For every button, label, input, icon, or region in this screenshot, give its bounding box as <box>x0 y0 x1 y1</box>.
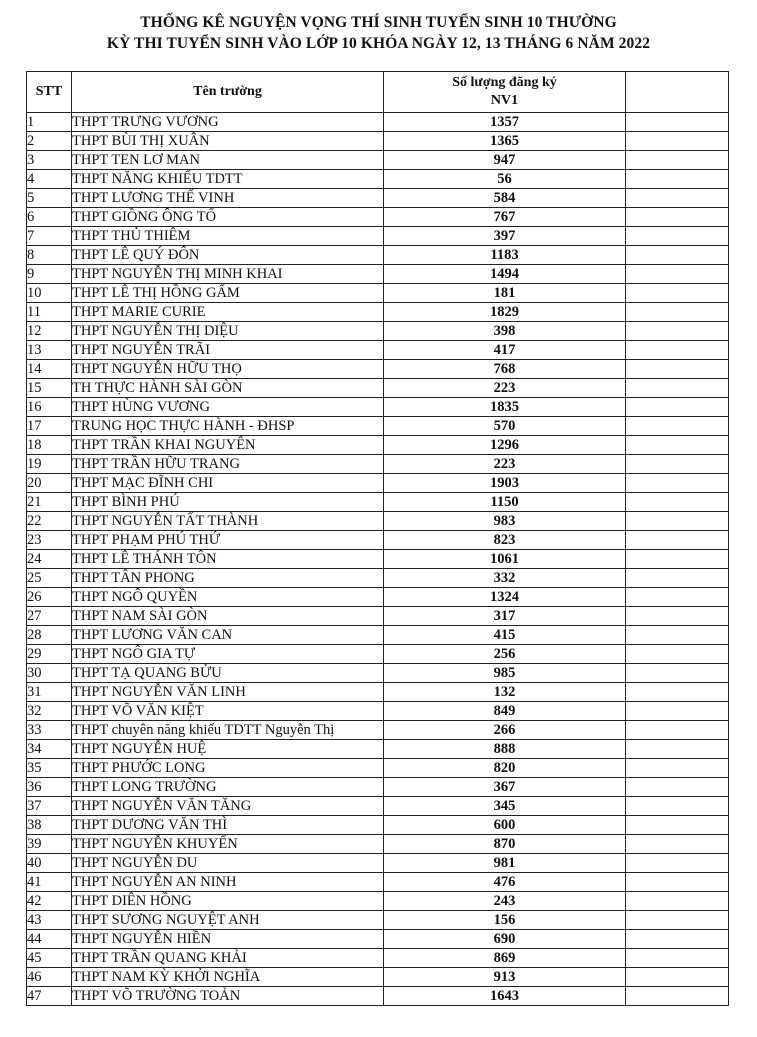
row-school-name: THPT PHẠM PHÚ THỨ <box>72 531 384 550</box>
row-registration-count: 690 <box>384 930 626 949</box>
row-empty-cell <box>626 512 729 531</box>
row-registration-count: 223 <box>384 455 626 474</box>
table-row <box>27 436 729 455</box>
row-school-name: THPT NGUYỄN VĂN LINH <box>72 683 384 702</box>
row-stt: 46 <box>27 968 72 987</box>
row-school-name: THPT NGUYỄN AN NINH <box>72 873 384 892</box>
row-school-name: TRUNG HỌC THỰC HÀNH - ĐHSP <box>72 417 384 436</box>
row-registration-count: 849 <box>384 702 626 721</box>
row-empty-cell <box>626 740 729 759</box>
row-registration-count: 947 <box>384 151 626 170</box>
row-school-name: THPT NGUYỄN HỮU THỌ <box>72 360 384 379</box>
row-school-name: THPT NGÔ GIA TỰ <box>72 645 384 664</box>
table-row <box>27 474 729 493</box>
table-row <box>27 132 729 151</box>
row-school-name: THPT TRẦN KHAI NGUYÊN <box>72 436 384 455</box>
row-empty-cell <box>626 664 729 683</box>
row-stt: 20 <box>27 474 72 493</box>
row-school-name: THPT LƯƠNG VĂN CAN <box>72 626 384 645</box>
row-registration-count: 398 <box>384 322 626 341</box>
table-row <box>27 588 729 607</box>
row-school-name: THPT LÊ QUÝ ĐÔN <box>72 246 384 265</box>
table-row <box>27 930 729 949</box>
table-row <box>27 493 729 512</box>
row-registration-count: 888 <box>384 740 626 759</box>
row-school-name: THPT DIÊN HỒNG <box>72 892 384 911</box>
row-empty-cell <box>626 436 729 455</box>
row-empty-cell <box>626 113 729 132</box>
row-registration-count: 345 <box>384 797 626 816</box>
row-school-name: THPT LƯƠNG THẾ VINH <box>72 189 384 208</box>
table-row <box>27 189 729 208</box>
row-registration-count: 132 <box>384 683 626 702</box>
row-registration-count: 56 <box>384 170 626 189</box>
row-stt: 11 <box>27 303 72 322</box>
row-empty-cell <box>626 930 729 949</box>
row-registration-count: 1643 <box>384 987 626 1006</box>
row-stt: 24 <box>27 550 72 569</box>
row-registration-count: 913 <box>384 968 626 987</box>
row-empty-cell <box>626 398 729 417</box>
row-empty-cell <box>626 531 729 550</box>
row-empty-cell <box>626 892 729 911</box>
table-row <box>27 645 729 664</box>
row-stt: 42 <box>27 892 72 911</box>
row-registration-count: 317 <box>384 607 626 626</box>
row-stt: 41 <box>27 873 72 892</box>
table-row <box>27 873 729 892</box>
row-school-name: THPT NGUYỄN VĂN TĂNG <box>72 797 384 816</box>
row-registration-count: 870 <box>384 835 626 854</box>
row-empty-cell <box>626 588 729 607</box>
row-stt: 18 <box>27 436 72 455</box>
title-line-1: THỐNG KÊ NGUYỆN VỌNG THÍ SINH TUYỂN SINH 10 THƯỜNG <box>140 14 617 31</box>
row-school-name: THPT NGUYỄN TẤT THÀNH <box>72 512 384 531</box>
row-stt: 37 <box>27 797 72 816</box>
row-empty-cell <box>626 151 729 170</box>
row-empty-cell <box>626 797 729 816</box>
row-empty-cell <box>626 455 729 474</box>
row-stt: 13 <box>27 341 72 360</box>
row-empty-cell <box>626 189 729 208</box>
row-empty-cell <box>626 854 729 873</box>
row-stt: 27 <box>27 607 72 626</box>
row-stt: 33 <box>27 721 72 740</box>
row-stt: 12 <box>27 322 72 341</box>
table-row <box>27 455 729 474</box>
row-school-name: THPT THỦ THIÊM <box>72 227 384 246</box>
row-school-name: THPT TÂN PHONG <box>72 569 384 588</box>
row-stt: 5 <box>27 189 72 208</box>
row-registration-count: 1183 <box>384 246 626 265</box>
row-empty-cell <box>626 987 729 1006</box>
table-row <box>27 740 729 759</box>
table-row <box>27 322 729 341</box>
table-row <box>27 550 729 569</box>
row-stt: 35 <box>27 759 72 778</box>
row-stt: 9 <box>27 265 72 284</box>
table-row <box>27 911 729 930</box>
header-school-name: Tên trường <box>72 72 384 113</box>
row-stt: 39 <box>27 835 72 854</box>
row-school-name: THPT SƯƠNG NGUYỆT ANH <box>72 911 384 930</box>
row-empty-cell <box>626 322 729 341</box>
row-registration-count: 223 <box>384 379 626 398</box>
row-empty-cell <box>626 265 729 284</box>
row-school-name: THPT MẠC ĐĨNH CHI <box>72 474 384 493</box>
row-registration-count: 985 <box>384 664 626 683</box>
row-empty-cell <box>626 702 729 721</box>
table-row <box>27 626 729 645</box>
row-stt: 36 <box>27 778 72 797</box>
header-stt: STT <box>27 72 72 113</box>
table-row <box>27 265 729 284</box>
row-stt: 16 <box>27 398 72 417</box>
row-empty-cell <box>626 816 729 835</box>
row-school-name: THPT NGUYỄN THỊ DIỆU <box>72 322 384 341</box>
row-school-name: THPT NAM KỲ KHỞI NGHĨA <box>72 968 384 987</box>
row-stt: 30 <box>27 664 72 683</box>
table-row <box>27 170 729 189</box>
table-row <box>27 721 729 740</box>
row-empty-cell <box>626 721 729 740</box>
registration-table <box>26 71 729 1006</box>
row-registration-count: 1835 <box>384 398 626 417</box>
row-registration-count: 1365 <box>384 132 626 151</box>
row-stt: 8 <box>27 246 72 265</box>
row-empty-cell <box>626 645 729 664</box>
row-registration-count: 367 <box>384 778 626 797</box>
document-title <box>0 12 757 54</box>
row-school-name: THPT VÕ TRƯỜNG TOẢN <box>72 987 384 1006</box>
row-empty-cell <box>626 626 729 645</box>
row-stt: 32 <box>27 702 72 721</box>
table-row <box>27 759 729 778</box>
row-registration-count: 1061 <box>384 550 626 569</box>
row-registration-count: 1150 <box>384 493 626 512</box>
row-school-name: THPT NGUYỄN KHUYẾN <box>72 835 384 854</box>
row-registration-count: 1324 <box>384 588 626 607</box>
row-registration-count: 476 <box>384 873 626 892</box>
row-school-name: THPT TEN LƠ MAN <box>72 151 384 170</box>
title-line-2: KỲ THI TUYỂN SINH VÀO LỚP 10 KHÓA NGÀY 12, 13 THÁNG 6 NĂM 2022 <box>106 35 651 52</box>
row-empty-cell <box>626 835 729 854</box>
row-school-name: THPT TRẦN HỮU TRANG <box>72 455 384 474</box>
row-registration-count: 417 <box>384 341 626 360</box>
row-registration-count: 584 <box>384 189 626 208</box>
row-registration-count: 981 <box>384 854 626 873</box>
row-stt: 3 <box>27 151 72 170</box>
row-registration-count: 767 <box>384 208 626 227</box>
row-school-name: THPT LONG TRƯỜNG <box>72 778 384 797</box>
row-stt: 22 <box>27 512 72 531</box>
row-registration-count: 1903 <box>384 474 626 493</box>
row-empty-cell <box>626 341 729 360</box>
row-stt: 38 <box>27 816 72 835</box>
table-row <box>27 835 729 854</box>
row-registration-count: 820 <box>384 759 626 778</box>
table-row <box>27 968 729 987</box>
row-registration-count: 869 <box>384 949 626 968</box>
row-stt: 17 <box>27 417 72 436</box>
row-registration-count: 1829 <box>384 303 626 322</box>
table-row <box>27 379 729 398</box>
row-stt: 6 <box>27 208 72 227</box>
row-registration-count: 415 <box>384 626 626 645</box>
row-registration-count: 256 <box>384 645 626 664</box>
table-header-row <box>27 72 729 113</box>
row-stt: 7 <box>27 227 72 246</box>
table-row <box>27 417 729 436</box>
table-row <box>27 151 729 170</box>
row-stt: 34 <box>27 740 72 759</box>
row-empty-cell <box>626 873 729 892</box>
row-stt: 26 <box>27 588 72 607</box>
row-empty-cell <box>626 911 729 930</box>
row-empty-cell <box>626 550 729 569</box>
row-school-name: THPT NGUYỄN DU <box>72 854 384 873</box>
row-school-name: THPT HÙNG VƯƠNG <box>72 398 384 417</box>
row-stt: 15 <box>27 379 72 398</box>
table-body <box>27 113 729 1006</box>
row-school-name: THPT DƯƠNG VĂN THÌ <box>72 816 384 835</box>
row-empty-cell <box>626 968 729 987</box>
row-stt: 1 <box>27 113 72 132</box>
row-school-name: THPT NAM SÀI GÒN <box>72 607 384 626</box>
header-empty-column <box>626 72 729 113</box>
row-registration-count: 397 <box>384 227 626 246</box>
row-school-name: THPT BÌNH PHÚ <box>72 493 384 512</box>
table-row <box>27 816 729 835</box>
row-empty-cell <box>626 683 729 702</box>
table-row <box>27 227 729 246</box>
row-empty-cell <box>626 759 729 778</box>
row-registration-count: 181 <box>384 284 626 303</box>
row-stt: 47 <box>27 987 72 1006</box>
row-stt: 45 <box>27 949 72 968</box>
row-registration-count: 983 <box>384 512 626 531</box>
row-stt: 43 <box>27 911 72 930</box>
row-school-name: THPT NGUYỄN HIỀN <box>72 930 384 949</box>
row-school-name: THPT TẠ QUANG BỬU <box>72 664 384 683</box>
row-stt: 4 <box>27 170 72 189</box>
row-school-name: THPT LÊ THÁNH TÔN <box>72 550 384 569</box>
table-row <box>27 284 729 303</box>
table-row <box>27 949 729 968</box>
row-registration-count: 1494 <box>384 265 626 284</box>
row-school-name: THPT NĂNG KHIẾU TDTT <box>72 170 384 189</box>
row-stt: 31 <box>27 683 72 702</box>
row-empty-cell <box>626 379 729 398</box>
row-empty-cell <box>626 474 729 493</box>
header-registration-count <box>384 72 626 113</box>
table-row <box>27 208 729 227</box>
table-row <box>27 683 729 702</box>
row-registration-count: 1296 <box>384 436 626 455</box>
row-stt: 40 <box>27 854 72 873</box>
table-row <box>27 664 729 683</box>
table-row <box>27 854 729 873</box>
row-stt: 25 <box>27 569 72 588</box>
row-school-name: THPT MARIE CURIE <box>72 303 384 322</box>
row-stt: 14 <box>27 360 72 379</box>
table-row <box>27 360 729 379</box>
row-registration-count: 156 <box>384 911 626 930</box>
header-count-line-1: Số lượng đăng ký <box>452 75 557 90</box>
row-school-name: TH THỰC HÀNH SÀI GÒN <box>72 379 384 398</box>
row-school-name: THPT GIỒNG ÔNG TỐ <box>72 208 384 227</box>
row-empty-cell <box>626 246 729 265</box>
row-school-name: THPT TRƯNG VƯƠNG <box>72 113 384 132</box>
row-registration-count: 243 <box>384 892 626 911</box>
row-empty-cell <box>626 607 729 626</box>
table-row <box>27 778 729 797</box>
row-empty-cell <box>626 949 729 968</box>
row-stt: 23 <box>27 531 72 550</box>
row-empty-cell <box>626 170 729 189</box>
table-row <box>27 987 729 1006</box>
row-school-name: THPT VÕ VĂN KIỆT <box>72 702 384 721</box>
table-row <box>27 531 729 550</box>
row-school-name: THPT NGUYỄN HUỆ <box>72 740 384 759</box>
table-row <box>27 569 729 588</box>
row-stt: 2 <box>27 132 72 151</box>
table-row <box>27 246 729 265</box>
row-registration-count: 266 <box>384 721 626 740</box>
row-school-name: THPT NGUYỄN TRÃI <box>72 341 384 360</box>
table-row <box>27 113 729 132</box>
row-empty-cell <box>626 569 729 588</box>
row-school-name: THPT BÙI THỊ XUÂN <box>72 132 384 151</box>
table-row <box>27 892 729 911</box>
table-row <box>27 797 729 816</box>
table-row <box>27 303 729 322</box>
row-empty-cell <box>626 778 729 797</box>
row-stt: 21 <box>27 493 72 512</box>
table-row <box>27 341 729 360</box>
row-empty-cell <box>626 132 729 151</box>
table-row <box>27 512 729 531</box>
row-empty-cell <box>626 227 729 246</box>
header-count-line-2: NV1 <box>490 93 519 108</box>
row-school-name: THPT LÊ THỊ HỒNG GẤM <box>72 284 384 303</box>
table-row <box>27 398 729 417</box>
row-registration-count: 600 <box>384 816 626 835</box>
row-school-name: THPT PHƯỚC LONG <box>72 759 384 778</box>
row-registration-count: 332 <box>384 569 626 588</box>
row-registration-count: 570 <box>384 417 626 436</box>
row-empty-cell <box>626 284 729 303</box>
row-school-name: THPT chuyên năng khiếu TDTT Nguyễn Thị <box>72 721 384 740</box>
row-stt: 28 <box>27 626 72 645</box>
row-empty-cell <box>626 303 729 322</box>
table-row <box>27 702 729 721</box>
row-empty-cell <box>626 208 729 227</box>
row-school-name: THPT NGUYỄN THỊ MINH KHAI <box>72 265 384 284</box>
row-empty-cell <box>626 360 729 379</box>
row-stt: 19 <box>27 455 72 474</box>
table-row <box>27 607 729 626</box>
row-stt: 29 <box>27 645 72 664</box>
row-stt: 44 <box>27 930 72 949</box>
row-stt: 10 <box>27 284 72 303</box>
row-registration-count: 1357 <box>384 113 626 132</box>
row-registration-count: 823 <box>384 531 626 550</box>
row-empty-cell <box>626 493 729 512</box>
row-registration-count: 768 <box>384 360 626 379</box>
row-empty-cell <box>626 417 729 436</box>
row-school-name: THPT NGÔ QUYỀN <box>72 588 384 607</box>
row-school-name: THPT TRẦN QUANG KHẢI <box>72 949 384 968</box>
